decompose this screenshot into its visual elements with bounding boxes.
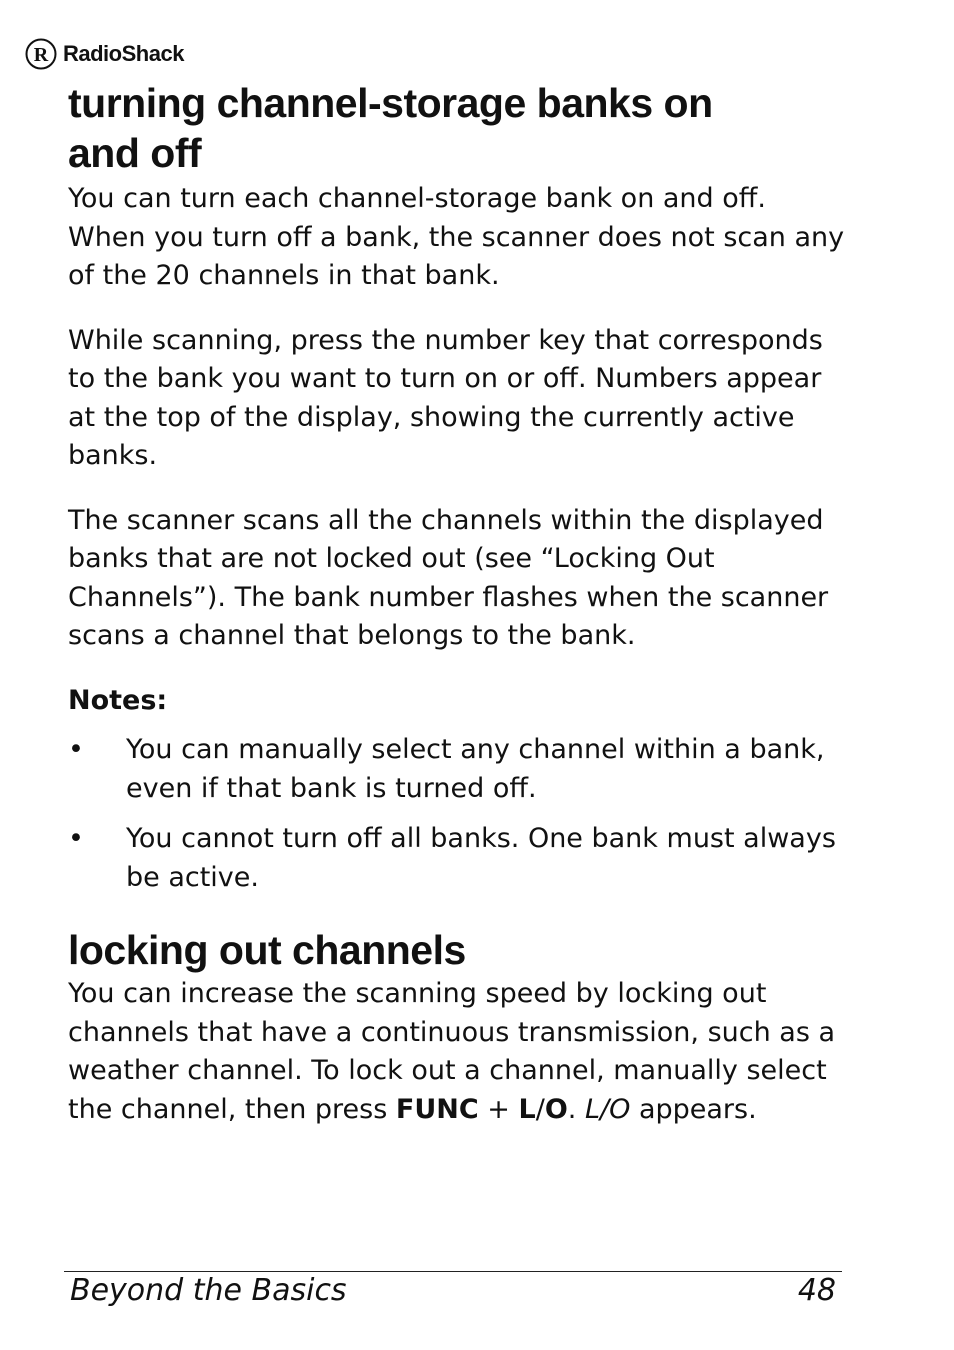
logo-text: RadioShack — [63, 41, 184, 66]
bullet-icon: • — [68, 823, 84, 854]
note-item: • You cannot turn off all banks. One bank must always be active. — [68, 820, 848, 897]
key-lo-l: L — [518, 1093, 536, 1125]
notes-list — [68, 731, 848, 897]
paragraph-locking: You can increase the scanning speed by locking out channels that have a continuous transmission, such as a weather channel. To lock out a channel, manually select the channel, then press FUNC + L/O. L/O appears. — [68, 978, 836, 1125]
paragraph-scanner-scans: The scanner scans all the channels within the displayed banks that are not locked out (see “Locking Out Channels”). The bank number flashes when the scanner scans a channel that belongs to the bank. — [68, 504, 829, 651]
display-lo-text: L/O — [584, 1093, 631, 1125]
key-func: FUNC — [395, 1093, 479, 1125]
section-title-locking: locking out channels — [68, 927, 466, 973]
page-footer — [64, 1271, 842, 1309]
page-content — [68, 78, 848, 1129]
svg-text:R: R — [33, 44, 49, 66]
radioshack-r-icon — [25, 38, 57, 70]
section-title-banks: turning channel-storage banks on and off — [68, 80, 713, 176]
note-item: • You can manually select any channel within a bank, even if that bank is turned off. — [68, 731, 848, 808]
bullet-icon: • — [68, 734, 84, 765]
radioshack-logo — [25, 37, 184, 71]
page-number: 48 — [797, 1273, 836, 1308]
paragraph-press-key: While scanning, press the number key that corresponds to the bank you want to turn on or off. Numbers appear at the top of the display, showing the currently active banks. — [68, 324, 823, 471]
key-lo-o: O — [544, 1093, 568, 1125]
paragraph-intro: You can turn each channel-storage bank on and off. When you turn off a bank, the scanner does not scan any of the 20 channels in that bank. — [68, 183, 845, 291]
footer-section-name: Beyond the Basics — [70, 1273, 347, 1308]
notes-label: Notes: — [68, 684, 168, 716]
